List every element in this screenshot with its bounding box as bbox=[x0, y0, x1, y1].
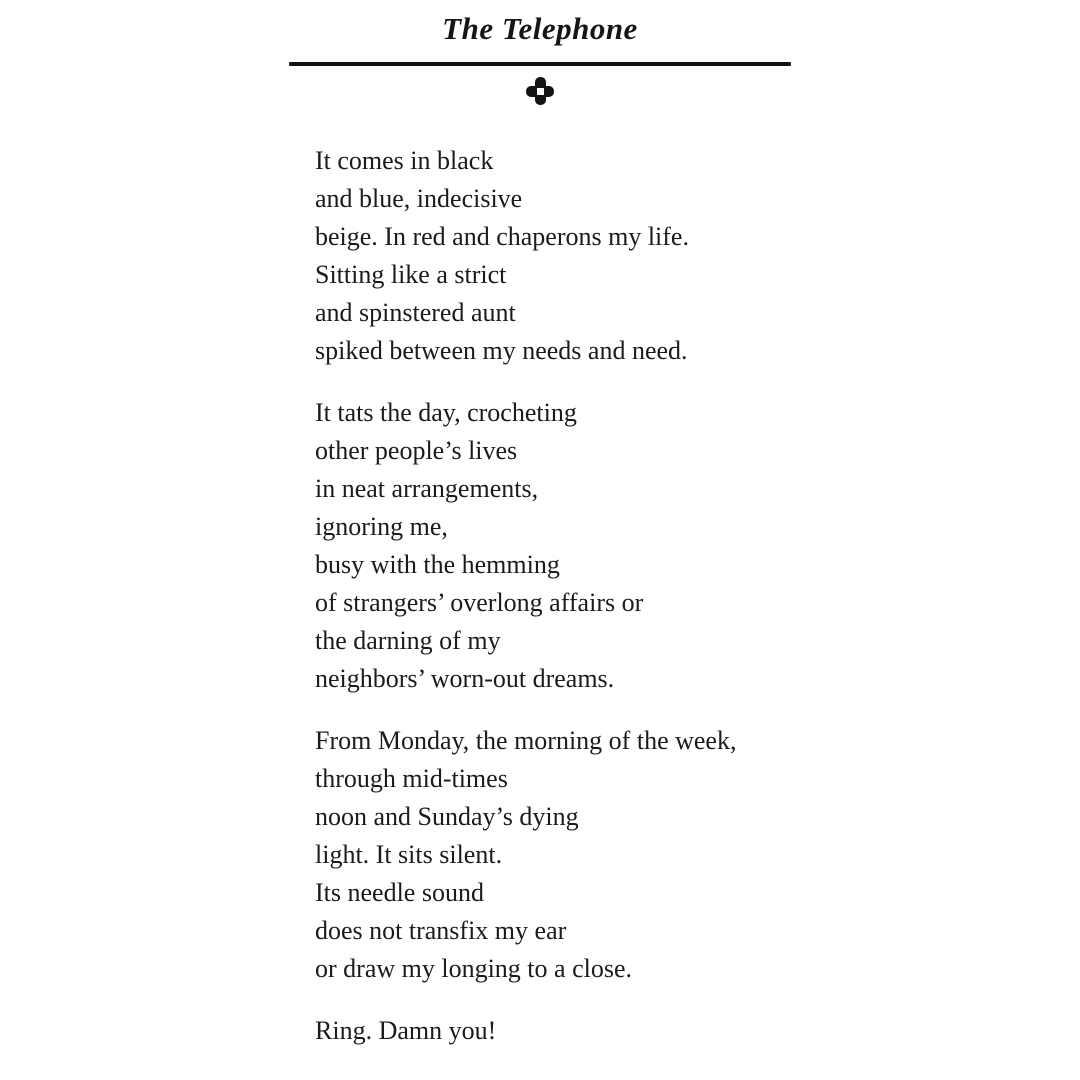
poem-line: light. It sits silent. bbox=[315, 840, 503, 869]
poem-line: It comes in black bbox=[315, 146, 494, 175]
ornament-center-hole bbox=[537, 88, 544, 95]
poem-line: Its needle sound bbox=[315, 878, 484, 907]
poem-line: does not transfix my ear bbox=[315, 916, 567, 945]
title-divider-rule bbox=[289, 62, 791, 66]
poem-stanza bbox=[315, 142, 1040, 370]
poem-title: The Telephone bbox=[442, 11, 638, 46]
poem-line: other people’s lives bbox=[315, 436, 518, 465]
poem-stanza bbox=[315, 394, 1040, 698]
poem-line: busy with the hemming bbox=[315, 550, 560, 579]
poem-line: Sitting like a strict bbox=[315, 260, 507, 289]
poem-line: or draw my longing to a close. bbox=[315, 954, 632, 983]
poem-line: spiked between my needs and need. bbox=[315, 336, 688, 365]
poem-stanza bbox=[315, 722, 1040, 988]
poem-body bbox=[315, 142, 1040, 1050]
poem-line: of strangers’ overlong affairs or bbox=[315, 588, 644, 617]
poem-line: Ring. Damn you! bbox=[315, 1016, 497, 1045]
poem-line: ignoring me, bbox=[315, 512, 448, 541]
poem-line: the darning of my bbox=[315, 626, 501, 655]
cross-ornament-icon bbox=[526, 77, 554, 105]
poem-line: From Monday, the morning of the week, bbox=[315, 726, 737, 755]
poem-line: beige. In red and chaperons my life. bbox=[315, 222, 689, 251]
poem-line: and spinstered aunt bbox=[315, 298, 516, 327]
poem-line: and blue, indecisive bbox=[315, 184, 523, 213]
poem-line: It tats the day, crocheting bbox=[315, 398, 577, 427]
poem-line: noon and Sunday’s dying bbox=[315, 802, 579, 831]
poem-line: through mid-times bbox=[315, 764, 508, 793]
poem-line: in neat arrangements, bbox=[315, 474, 539, 503]
poem-stanza bbox=[315, 1012, 1040, 1050]
poem-line: neighbors’ worn-out dreams. bbox=[315, 664, 615, 693]
page-header bbox=[0, 0, 1080, 105]
